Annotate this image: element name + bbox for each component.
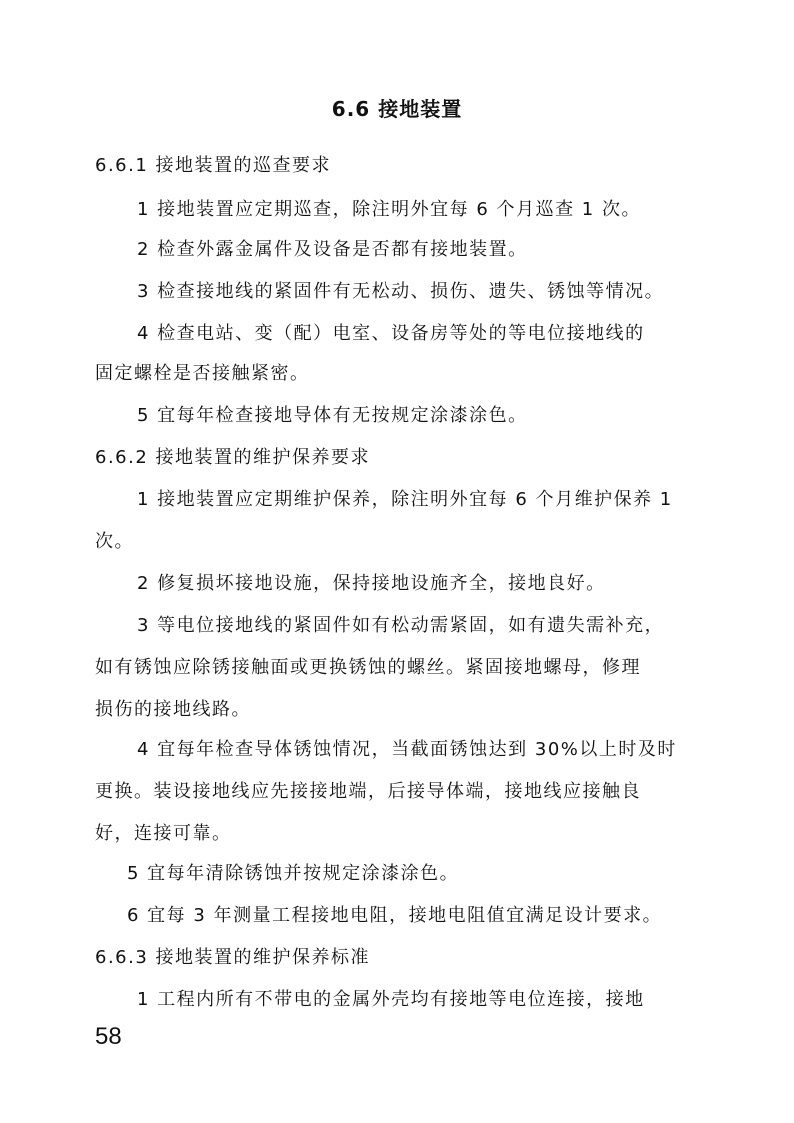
paragraph-6-6-2-item-6: 6 宜每 3 年测量工程接地电阻，接地电阻值宜满足设计要求。	[127, 905, 663, 926]
page-title: 6.6 接地装置	[331, 97, 463, 121]
paragraph-6-6-2-item-4-line-2: 更换。装设接地线应先接接地端，后接导体端，接地线应接触良	[95, 781, 641, 802]
paragraph-6-6-2-item-3-line-3: 损伤的接地线路。	[95, 699, 251, 720]
section-heading-6-6-1: 6.6.1 接地装置的巡查要求	[95, 155, 332, 176]
paragraph-6-6-1-item-3: 3 检查接地线的紧固件有无松动、损伤、遗失、锈蚀等情况。	[137, 281, 665, 302]
paragraph-6-6-2-item-2: 2 修复损坏接地设施，保持接地设施齐全，接地良好。	[137, 573, 606, 594]
paragraph-6-6-1-item-5: 5 宜每年检查接地导体有无按规定涂漆涂色。	[137, 405, 528, 426]
section-heading-6-6-2: 6.6.2 接地装置的维护保养要求	[95, 447, 371, 468]
paragraph-6-6-1-item-4-line-2: 固定螺栓是否接触紧密。	[95, 363, 310, 384]
page-number: 58	[95, 1023, 122, 1050]
paragraph-6-6-2-item-3-line-2: 如有锈蚀应除锈接触面或更换锈蚀的螺丝。紧固接地螺母，修理	[95, 657, 641, 678]
paragraph-6-6-3-item-1-line-1: 1 工程内所有不带电的金属外壳均有接地等电位连接，接地	[137, 989, 645, 1010]
paragraph-6-6-2-item-4-line-1: 4 宜每年检查导体锈蚀情况，当截面锈蚀达到 30%以上时及时	[137, 739, 677, 760]
paragraph-6-6-2-item-1-line-2: 次。	[95, 531, 134, 552]
paragraph-6-6-1-item-4-line-1: 4 检查电站、变（配）电室、设备房等处的等电位接地线的	[137, 323, 645, 344]
paragraph-6-6-2-item-1-line-1: 1 接地装置应定期维护保养，除注明外宜每 6 个月维护保养 1	[137, 489, 673, 510]
paragraph-6-6-1-item-2: 2 检查外露金属件及设备是否都有接地装置。	[137, 239, 528, 260]
section-heading-6-6-3: 6.6.3 接地装置的维护保养标准	[95, 947, 371, 968]
paragraph-6-6-2-item-4-line-3: 好，连接可靠。	[95, 823, 232, 844]
paragraph-6-6-1-item-1: 1 接地装置应定期巡查，除注明外宜每 6 个月巡查 1 次。	[137, 199, 641, 220]
paragraph-6-6-2-item-5: 5 宜每年清除锈蚀并按规定涂漆涂色。	[127, 863, 460, 884]
paragraph-6-6-2-item-3-line-1: 3 等电位接地线的紧固件如有松动需紧固，如有遗失需补充，	[137, 615, 665, 636]
